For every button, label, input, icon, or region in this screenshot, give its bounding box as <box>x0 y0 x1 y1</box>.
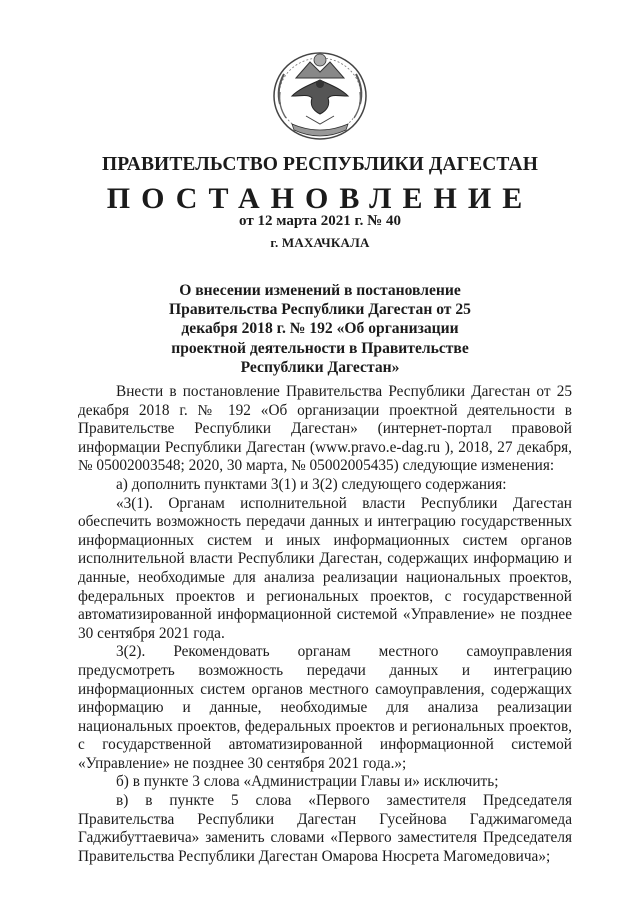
paragraph-item-v: в) в пункте 5 слова «Первого заместителя Председателя Правительства Республики Дагестан Гусейнова Гаджимагомеда Гаджибуттаевича» заменить словами «Первого заместителя Председателя Правительства Республики Дагестан Омарова Нюсрета Магомедовича»; <box>78 792 572 865</box>
government-title: ПРАВИТЕЛЬСТВО РЕСПУБЛИКИ ДАГЕСТАН <box>101 154 538 175</box>
document-body <box>78 383 572 866</box>
document-type: ПОСТАНОВЛЕНИЕ <box>106 182 534 215</box>
paragraph-item-a: а) дополнить пунктами 3(1) и 3(2) следующего содержания: <box>116 475 507 493</box>
paragraph-intro: Внести в постановление Правительства Республики Дагестан от 25 декабря 2018 г. № 192 «Об организации проектной деятельности в Правительстве Республики Дагестан» (интернет-портал правовой информации Республики Дагестан (www.pravo.e-dag.ru ), 2018, 27 декабря, № 05002003548; 2020, 30 марта, № 05002005435) следующие изменения: <box>78 383 572 475</box>
document-city: г. МАХАЧКАЛА <box>270 235 370 250</box>
document-subject: О внесении изменений в постановление Правительства Республики Дагестан от 25 декабря 2018 г. № 192 «Об организации проектной деятельности в Правительстве Республики Дагестан» <box>169 282 471 376</box>
paragraph-3-2: 3(2). Рекомендовать органам местного самоуправления предусмотреть возможность передачи данных и интеграцию информационных систем органов местного самоуправления, содержащих информацию и данные, необходимые для анализа реализации национальных проектов, федеральных проектов и региональных проектов, с государственной автоматизированной информационной системой «Управление» не позднее 30 сентября 2021 года.»; <box>78 643 572 772</box>
coat-of-arms-icon <box>266 44 374 142</box>
document-date-number: от 12 марта 2021 г. № 40 <box>239 213 401 229</box>
paragraph-item-b: б) в пункте 3 слова «Администрации Главы и» исключить; <box>116 773 499 791</box>
paragraph-3-1: «3(1). Органам исполнительной власти Республики Дагестан обеспечить возможность передачи данных и интеграцию государственных информационных систем и иных информационных систем органов исполнительной власти Республики Дагестан, содержащих информацию и данные, необходимые для анализа реализации национальных проектов, федеральных проектов и региональных проектов, с государственной автоматизированной информационной системой «Управление» не позднее 30 сентября 2021 года. <box>78 494 572 642</box>
